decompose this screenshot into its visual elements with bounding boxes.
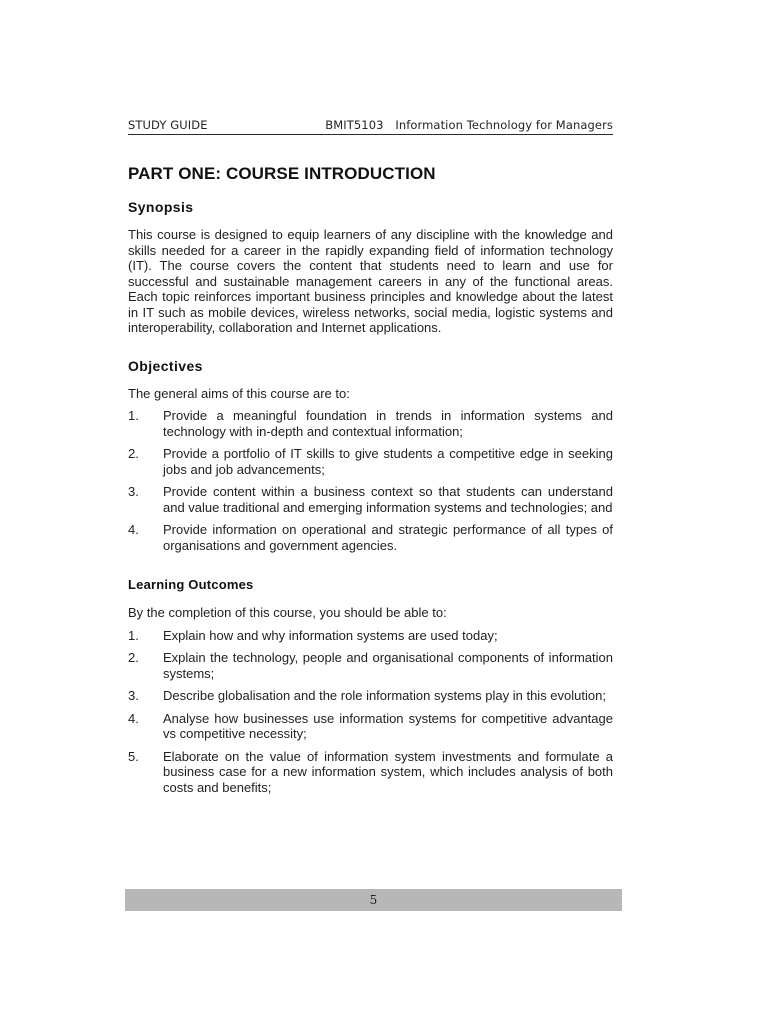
objectives-list [128,408,613,553]
synopsis-text: This course is designed to equip learners of any discipline with the knowledge and skills needed for a career in the rapidly expanding field of information technology (IT). The course covers the content that students need to learn and use for successful and sustainable management careers in any of the functional areas. Each topic reinforces important business principles and knowledge about the latest in IT such as mobile devices, wireless networks, social media, logistic systems and interoperability, collaboration and Internet applications. [128,227,613,335]
header-course-code: BMIT5103 [325,118,384,132]
list-item-text: Elaborate on the value of information system investments and formulate a business case for a new information system, which includes analysis of both costs and benefits; [163,748,613,795]
list-item-number: 3. [128,688,139,703]
synopsis-heading: Synopsis [128,199,194,215]
list-item [128,650,613,681]
header-study-guide: STUDY GUIDE [128,118,208,132]
list-item [128,484,613,515]
list-item-number: 2. [128,446,139,461]
list-item-text: Analyse how businesses use information systems for competitive advantage vs competitive necessity; [163,710,613,741]
list-item [128,522,613,553]
list-item-text: Explain the technology, people and organisational components of information systems; [163,650,613,681]
running-header [128,118,613,135]
list-item [128,408,613,439]
learning-outcomes-heading: Learning Outcomes [128,577,254,592]
header-course-info [325,118,613,132]
page-number: 5 [369,893,378,907]
page-title: PART ONE: COURSE INTRODUCTION [128,164,436,183]
page-content [128,163,613,802]
list-item-text: Explain how and why information systems are used today; [163,627,498,643]
list-item-text: Describe globalisation and the role information systems play in this evolution; [163,688,606,703]
objectives-intro: The general aims of this course are to: [128,385,350,401]
list-item-number: 2. [128,650,139,665]
list-item-text: Provide information on operational and strategic performance of all types of organisations and government agencies. [163,522,613,553]
list-item-number: 3. [128,484,139,499]
list-item-text: Provide a meaningful foundation in trends in information systems and technology with in-depth and contextual information; [163,408,613,439]
list-item-text: Provide content within a business context so that students can understand and value traditional and emerging information systems and technologies; and [163,484,613,515]
objectives-heading: Objectives [128,357,203,374]
list-item-text: Provide a portfolio of IT skills to give students a competitive edge in seeking jobs and job advancements; [163,446,613,477]
learning-outcomes-intro: By the completion of this course, you should be able to: [128,605,447,620]
header-course-title: Information Technology for Managers [395,118,613,132]
list-item-number: 1. [128,627,139,643]
list-item-number: 1. [128,408,139,423]
list-item-number: 4. [128,710,139,726]
learning-outcomes-list [128,628,613,796]
list-item-number: 5. [128,748,139,764]
list-item [128,446,613,477]
page-footer-bar [125,889,622,911]
list-item [128,749,613,796]
list-item [128,711,613,742]
list-item [128,688,613,704]
list-item [128,628,613,644]
list-item-number: 4. [128,522,139,537]
